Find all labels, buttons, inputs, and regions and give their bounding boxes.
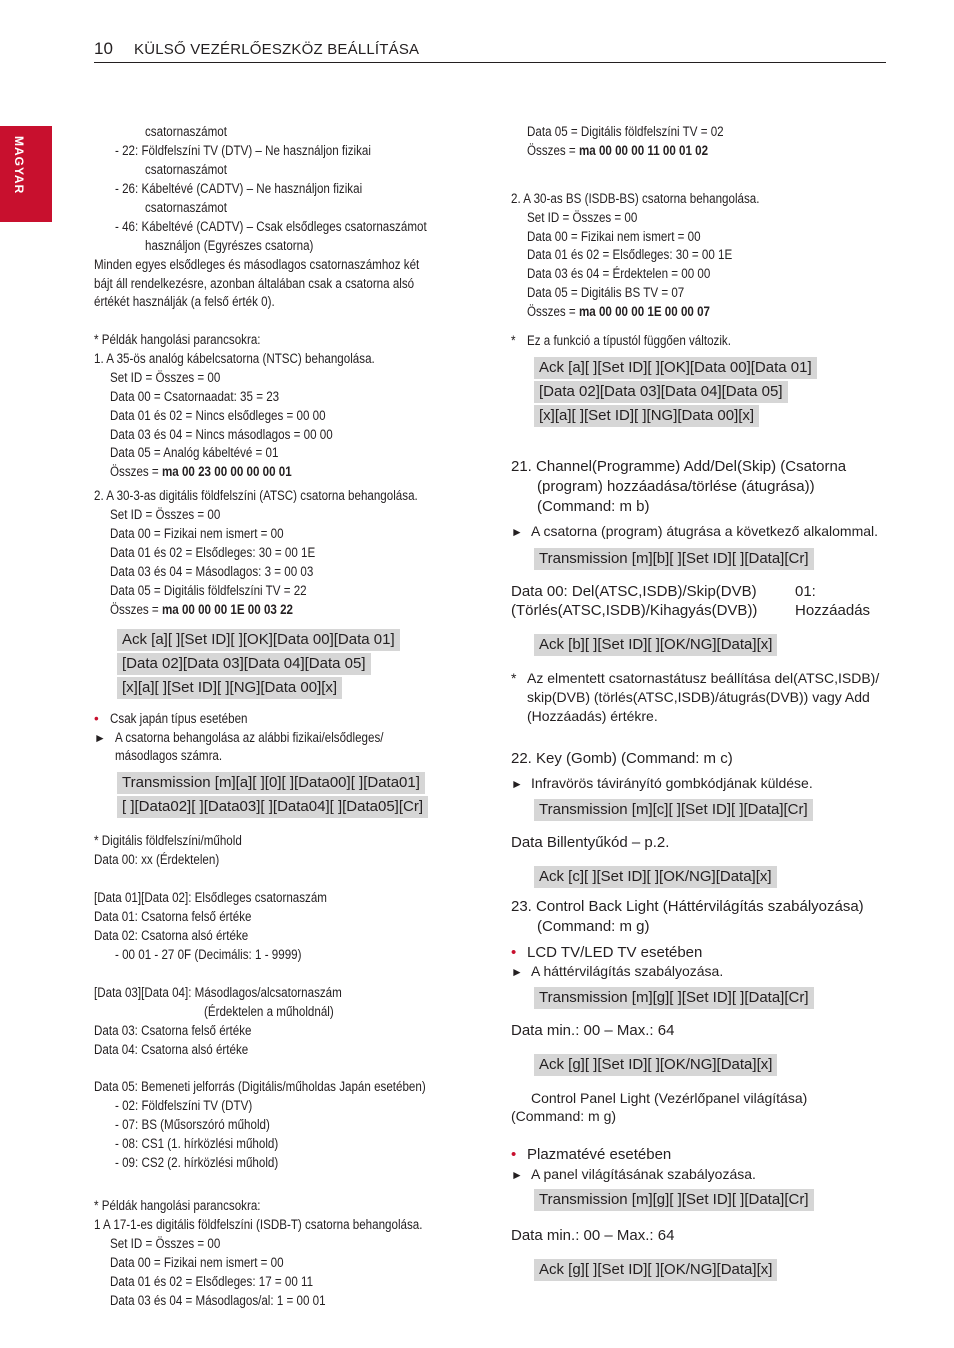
- text-line: Data 05 = Digitális BS TV = 07: [527, 285, 685, 300]
- ack-code-box: [x][a][ ][Set ID][ ][NG][Data 00][x]: [117, 677, 342, 699]
- text-line: Data 00 = Fizikai nem ismert = 00: [110, 526, 284, 541]
- text-line: Data 03 és 04 = Másodlagos: 3 = 00 03: [110, 564, 314, 579]
- command-value: ma 00 00 00 1E 00 00 07: [578, 304, 711, 319]
- text-line: [110, 602, 293, 618]
- note-text: skip(DVB) (törlés(ATSC,ISDB)/átugrás(DVB)) vagy Add: [527, 689, 870, 705]
- text-line: A csatorna behangolása az alábbi fizikai/elsődleges/: [115, 730, 384, 745]
- section-21-title: (Command: m b): [537, 498, 650, 515]
- language-tab: [0, 126, 52, 222]
- command-value: ma 00 00 00 1E 00 03 22: [161, 602, 294, 617]
- text-line: - 26: Kábeltévé (CADTV) – Ne használjon fizikai: [115, 181, 363, 196]
- text-line: Set ID = Összes = 00: [110, 1236, 221, 1251]
- section-22-title: 22. Key (Gomb) (Command: m c): [511, 750, 733, 767]
- text-line: [527, 304, 710, 320]
- text-line: Data 01 és 02 = Elsődleges: 17 = 00 11: [110, 1274, 314, 1289]
- text-line: (Érdektelen a műholdnál): [204, 1004, 334, 1019]
- ack-code-box: [Data 02][Data 03][Data 04][Data 05]: [534, 381, 788, 403]
- text-line: Set ID = Összes = 00: [110, 507, 221, 522]
- ack-code-box: Ack [g][ ][Set ID][ ][OK/NG][Data][x]: [534, 1259, 777, 1281]
- example-2-title: 2. A 30-3-as digitális földfelszíni (ATSC) csatorna behangolása.: [94, 488, 418, 503]
- note-text: (Hozzáadás) értékre.: [527, 708, 658, 724]
- text-line: Data 05 = Analóg kábeltévé = 01: [110, 445, 279, 460]
- arrow-icon: ►: [511, 965, 523, 979]
- ack-code-box: Ack [b][ ][Set ID][ ][OK/NG][Data][x]: [534, 634, 777, 656]
- text-line: használjon (Egyrészes csatorna): [145, 238, 314, 253]
- transmission-code-box: Transmission [m][c][ ][Set ID][ ][Data][Cr]: [534, 799, 813, 821]
- data-desc: Data Billentyűkód – p.2.: [511, 834, 670, 851]
- data-desc: Hozzáadás: [795, 602, 871, 619]
- text-line: Data 00 = Fizikai nem ismert = 00: [527, 229, 701, 244]
- subheading: Plazmatévé esetében: [527, 1146, 672, 1163]
- bullet-icon: •: [94, 711, 99, 726]
- section-23-title: (Command: m g): [537, 918, 650, 935]
- desc-text: A panel világításának szabályozása.: [531, 1166, 756, 1182]
- label: Összes =: [527, 304, 579, 319]
- text-line: [Data 03][Data 04]: Másodlagos/alcsatornaszám: [94, 985, 342, 1000]
- text-line: másodlagos számra.: [115, 748, 223, 763]
- text-line: Set ID = Összes = 00: [110, 370, 221, 385]
- text-line: Data 01: Csatorna felső értéke: [94, 909, 252, 924]
- ack-code-box: Ack [a][ ][Set ID][ ][OK][Data 00][Data 01]: [117, 629, 400, 651]
- label: Összes =: [110, 602, 162, 617]
- section-23-title: 23. Control Back Light (Háttérvilágítás szabályozása): [511, 898, 864, 915]
- text-line: Data 00 = Fizikai nem ismert = 00: [110, 1255, 284, 1270]
- note-marker: *: [511, 670, 517, 686]
- examples-heading: * Példák hangolási parancsokra:: [94, 332, 261, 347]
- bullet-icon: •: [511, 944, 517, 961]
- arrow-icon: ►: [511, 1168, 523, 1182]
- note-marker: *: [511, 333, 516, 348]
- subsection-title: Control Panel Light (Vezérlőpanel világítása): [531, 1090, 808, 1106]
- ack-code-box: Ack [a][ ][Set ID][ ][OK][Data 00][Data 01]: [534, 357, 817, 379]
- text-line: csatornaszámot: [145, 162, 227, 177]
- data-desc: 01:: [795, 583, 816, 600]
- transmission-code-box: [ ][Data02][ ][Data03][ ][Data04][ ][Data05][Cr]: [117, 796, 428, 818]
- text-line: [527, 143, 708, 159]
- text-line: Data 01 és 02 = Nincs elsődleges = 00 00: [110, 408, 326, 423]
- text-line: - 22: Földfelszíni TV (DTV) – Ne használjon fizikai: [115, 143, 371, 158]
- text-line: Data 01 és 02 = Elsődleges: 30 = 00 1E: [527, 247, 733, 262]
- text-line: * Digitális földfelszíni/műhold: [94, 833, 242, 848]
- arrow-icon: ►: [511, 777, 523, 791]
- text-line: Data 00: xx (Érdektelen): [94, 852, 220, 867]
- arrow-icon: ►: [94, 731, 106, 745]
- language-label: MAGYAR: [12, 136, 26, 195]
- text-line: - 02: Földfelszíni TV (DTV): [115, 1098, 253, 1113]
- desc-text: A háttérvilágítás szabályozása.: [531, 963, 724, 979]
- data-desc: (Törlés(ATSC,ISDB)/Kihagyás(DVB)): [511, 602, 758, 619]
- text-line: Set ID = Összes = 00: [527, 210, 638, 225]
- text-line: - 09: CS2 (2. hírközlési műhold): [115, 1155, 279, 1170]
- text-line: csatornaszámot: [145, 200, 227, 215]
- text-line: [110, 464, 292, 480]
- text-line: Data 05 = Digitális földfelszíni TV = 02: [527, 124, 724, 139]
- text-line: - 08: CS1 (1. hírközlési műhold): [115, 1136, 279, 1151]
- text-line: - 07: BS (Műsorszóró műhold): [115, 1117, 270, 1132]
- command-value: ma 00 23 00 00 00 00 01: [161, 464, 292, 479]
- text-line: Data 04: Csatorna alsó értéke: [94, 1042, 249, 1057]
- note-text: Ez a funkció a típustól függően változik.: [527, 333, 731, 348]
- text-line: csatornaszámot: [145, 124, 227, 139]
- text-line: bájt áll rendelkezésre, azonban általában csak a csatorna alsó: [94, 276, 415, 291]
- section-21-desc: A csatorna (program) átugrása a következő alkalommal.: [531, 523, 879, 539]
- text-line: - 00 01 - 27 0F (Decimális: 1 - 9999): [115, 947, 302, 962]
- label: Összes =: [527, 143, 579, 158]
- transmission-code-box: Transmission [m][g][ ][Set ID][ ][Data][Cr]: [534, 1189, 814, 1211]
- text-line: Data 01 és 02 = Elsődleges: 30 = 00 1E: [110, 545, 316, 560]
- examples-heading: * Példák hangolási parancsokra:: [94, 1198, 261, 1213]
- note-text: Az elmentett csatornastátusz beállítása del(ATSC,ISDB)/: [527, 670, 880, 686]
- data-desc: Data 00: Del(ATSC,ISDB)/Skip(DVB): [511, 583, 757, 600]
- text-line: Data 03 és 04 = Nincs másodlagos = 00 00: [110, 427, 333, 442]
- text-line: Data 02: Csatorna alsó értéke: [94, 928, 249, 943]
- command-value: ma 00 00 00 11 00 01 02: [578, 143, 709, 158]
- data-range: Data min.: 00 – Max.: 64: [511, 1022, 675, 1039]
- ack-code-box: [Data 02][Data 03][Data 04][Data 05]: [117, 653, 371, 675]
- page-title: KÜLSŐ VEZÉRLŐESZKÖZ BEÁLLÍTÁSA: [134, 41, 420, 58]
- bullet-icon: •: [511, 1146, 517, 1163]
- text-line: értékét használják (a felső érték 0).: [94, 294, 275, 309]
- page-number: 10: [94, 39, 113, 58]
- transmission-code-box: Transmission [m][b][ ][Set ID][ ][Data][Cr]: [534, 548, 814, 570]
- example-title: 2. A 30-as BS (ISDB-BS) csatorna behangolása.: [511, 191, 760, 206]
- transmission-code-box: Transmission [m][a][ ][0][ ][Data00][ ][Data01]: [117, 772, 425, 794]
- subheading: LCD TV/LED TV esetében: [527, 944, 703, 961]
- text-line: - 46: Kábeltévé (CADTV) – Csak elsődleges csatornaszámot: [115, 219, 427, 234]
- text-line: Data 03 és 04 = Másodlagos/al: 1 = 00 01: [110, 1293, 326, 1308]
- section-21-title: (program) hozzáadása/törlése (átugrása)): [537, 478, 815, 495]
- text-line: Data 05: Bemeneti jelforrás (Digitális/műholdas Japán esetében): [94, 1079, 426, 1094]
- data-range: Data min.: 00 – Max.: 64: [511, 1227, 675, 1244]
- ack-code-box: [x][a][ ][Set ID][ ][NG][Data 00][x]: [534, 405, 759, 427]
- text-line: Data 03: Csatorna felső értéke: [94, 1023, 252, 1038]
- ack-code-box: Ack [g][ ][Set ID][ ][OK/NG][Data][x]: [534, 1054, 777, 1076]
- text-line: Data 05 = Digitális földfelszíni TV = 22: [110, 583, 307, 598]
- text-line: Minden egyes elsődleges és másodlagos csatornaszámhoz két: [94, 257, 420, 272]
- text-line: [Data 01][Data 02]: Elsődleges csatornaszám: [94, 890, 327, 905]
- subsection-title: (Command: m g): [511, 1108, 617, 1124]
- japan-heading: Csak japán típus esetében: [110, 711, 248, 726]
- example-title: 1 A 17-1-es digitális földfelszíni (ISDB-T) csatorna behangolása.: [94, 1217, 423, 1232]
- example-1-title: 1. A 35-ös analóg kábelcsatorna (NTSC) behangolása.: [94, 351, 375, 366]
- text-line: Data 03 és 04 = Érdektelen = 00 00: [527, 266, 711, 281]
- section-21-title: 21. Channel(Programme) Add/Del(Skip) (Csatorna: [511, 458, 847, 475]
- text-line: Data 00 = Csatornaadat: 35 = 23: [110, 389, 280, 404]
- transmission-code-box: Transmission [m][g][ ][Set ID][ ][Data][Cr]: [534, 987, 814, 1009]
- ack-code-box: Ack [c][ ][Set ID][ ][OK/NG][Data][x]: [534, 866, 777, 888]
- arrow-icon: ►: [511, 525, 523, 539]
- section-22-desc: Infravörös távirányító gombkódjának küldése.: [531, 775, 813, 791]
- label: Összes =: [110, 464, 162, 479]
- page-header: [94, 38, 886, 63]
